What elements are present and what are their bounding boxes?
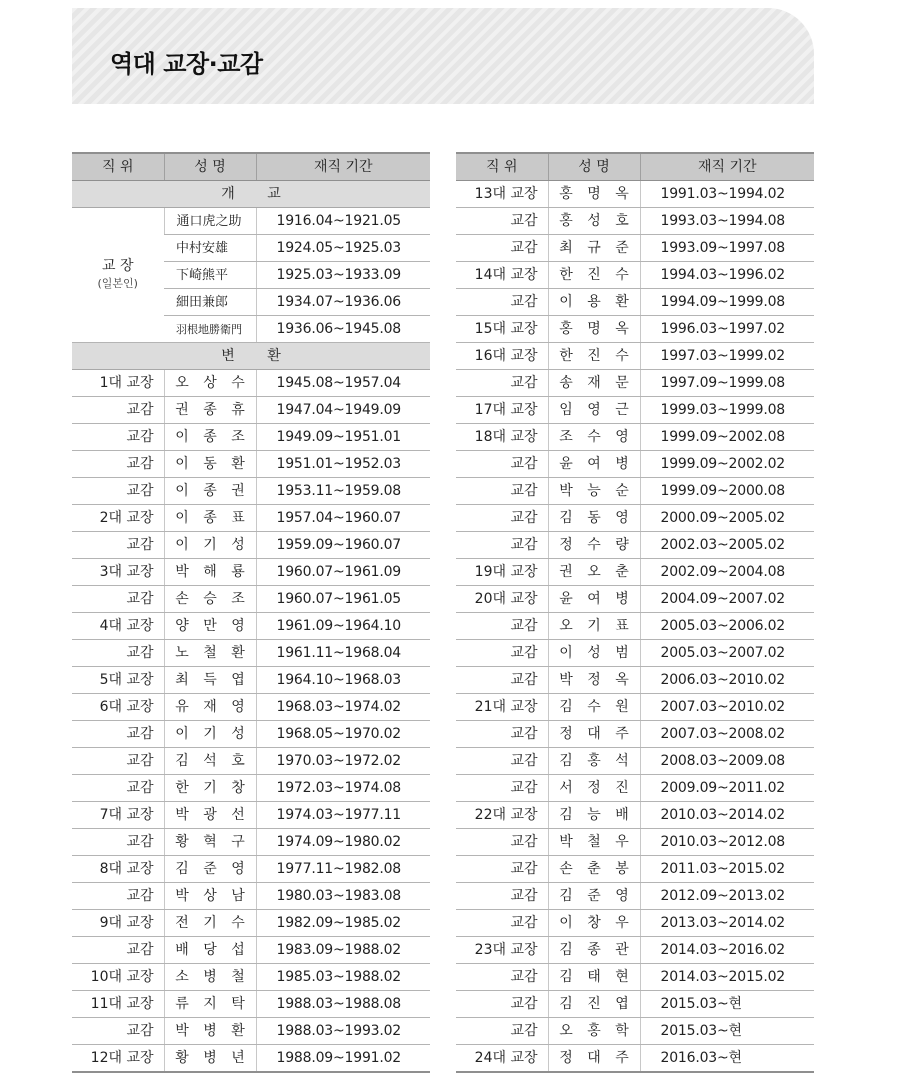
title-banner [72,8,814,104]
term-cell: 1968.05~1970.02 [256,721,430,748]
position-cell: 교감 [456,829,548,856]
position-cell: 교감 [72,775,164,802]
position-cell: 5대 교장 [72,667,164,694]
position-cell: 12대 교장 [72,1045,164,1073]
header-name: 성 명 [164,153,256,181]
table-row [456,289,814,316]
table-row [72,451,430,478]
name-cell: 이 종 조 [164,424,256,451]
table-row [72,424,430,451]
table-header-row [72,153,430,181]
term-cell: 2005.03~2006.02 [640,613,814,640]
name-cell: 홍 성 호 [548,208,640,235]
term-cell: 2002.09~2004.08 [640,559,814,586]
table-row [456,775,814,802]
term-cell: 1959.09~1960.07 [256,532,430,559]
position-cell: 23대 교장 [456,937,548,964]
header-term: 재직 기간 [256,153,430,181]
table-row [72,613,430,640]
table-row [72,964,430,991]
name-cell: 정 대 주 [548,721,640,748]
position-cell: 교감 [456,991,548,1018]
table-row [456,883,814,910]
term-cell: 1974.09~1980.02 [256,829,430,856]
term-cell: 2007.03~2008.02 [640,721,814,748]
header-term: 재직 기간 [640,153,814,181]
table-row [456,586,814,613]
term-cell: 1977.11~1982.08 [256,856,430,883]
name-cell: 오 홍 학 [548,1018,640,1045]
table-row [72,667,430,694]
position-cell: 교감 [72,937,164,964]
name-cell: 김 동 영 [548,505,640,532]
term-cell: 1988.09~1991.02 [256,1045,430,1073]
position-cell: 18대 교장 [456,424,548,451]
name-cell: 전 기 수 [164,910,256,937]
table-row [456,397,814,424]
position-cell: 3대 교장 [72,559,164,586]
position-cell: 20대 교장 [456,586,548,613]
position-cell: 19대 교장 [456,559,548,586]
name-cell: 홍 명 옥 [548,181,640,208]
term-cell: 2008.03~2009.08 [640,748,814,775]
term-cell: 1974.03~1977.11 [256,802,430,829]
term-cell: 1953.11~1959.08 [256,478,430,505]
name-cell: 윤 여 병 [548,586,640,613]
name-cell: 최 득 엽 [164,667,256,694]
term-cell: 1997.09~1999.08 [640,370,814,397]
name-cell: 박 광 선 [164,802,256,829]
table-row [72,478,430,505]
term-cell: 1957.04~1960.07 [256,505,430,532]
name-cell: 김 수 원 [548,694,640,721]
position-cell: 7대 교장 [72,802,164,829]
term-cell: 1980.03~1983.08 [256,883,430,910]
name-cell: 이 창 우 [548,910,640,937]
position-cell: 16대 교장 [456,343,548,370]
table-row [456,208,814,235]
position-cell: 4대 교장 [72,613,164,640]
name-cell: 이 성 범 [548,640,640,667]
section-label: 개 교 [72,181,430,208]
term-cell: 1999.09~2002.08 [640,424,814,451]
name-cell: 김 능 배 [548,802,640,829]
name-cell: 羽根地勝衛門 [164,316,256,343]
name-cell: 최 규 준 [548,235,640,262]
table-row [72,775,430,802]
table-row [456,262,814,289]
position-cell: 6대 교장 [72,694,164,721]
term-cell: 1960.07~1961.09 [256,559,430,586]
header-position: 직 위 [72,153,164,181]
name-cell: 서 정 진 [548,775,640,802]
name-cell: 소 병 철 [164,964,256,991]
position-cell [72,208,164,343]
position-cell: 14대 교장 [456,262,548,289]
term-cell: 2015.03~현 [640,1018,814,1045]
name-cell: 이 용 환 [548,289,640,316]
position-cell: 11대 교장 [72,991,164,1018]
table-row [456,721,814,748]
table-row [72,937,430,964]
name-cell: 오 기 표 [548,613,640,640]
term-cell: 1994.09~1999.08 [640,289,814,316]
name-cell: 이 기 성 [164,721,256,748]
position-cell: 교감 [456,1018,548,1045]
term-cell: 2002.03~2005.02 [640,532,814,559]
table-row [456,370,814,397]
position-cell: 교감 [72,397,164,424]
table-row [456,748,814,775]
header-position: 직 위 [456,153,548,181]
term-cell: 1951.01~1952.03 [256,451,430,478]
term-cell: 1999.09~2000.08 [640,478,814,505]
term-cell: 2015.03~현 [640,991,814,1018]
term-cell: 2014.03~2015.02 [640,964,814,991]
position-cell: 교감 [456,964,548,991]
table-row [456,451,814,478]
principals-table-right [456,152,814,1073]
name-cell: 박 능 순 [548,478,640,505]
name-cell: 노 철 환 [164,640,256,667]
term-cell: 1999.09~2002.02 [640,451,814,478]
term-cell: 1999.03~1999.08 [640,397,814,424]
name-cell: 이 종 표 [164,505,256,532]
position-cell: 1대 교장 [72,370,164,397]
term-cell: 2011.03~2015.02 [640,856,814,883]
term-cell: 1993.09~1997.08 [640,235,814,262]
term-cell: 1916.04~1921.05 [256,208,430,235]
position-cell: 교감 [456,883,548,910]
name-cell: 이 동 환 [164,451,256,478]
term-cell: 1982.09~1985.02 [256,910,430,937]
name-cell: 유 재 영 [164,694,256,721]
position-cell: 교감 [72,748,164,775]
name-cell: 박 철 우 [548,829,640,856]
term-cell: 1936.06~1945.08 [256,316,430,343]
name-cell: 細田兼郎 [164,289,256,316]
table-row [72,208,430,235]
name-cell: 송 재 문 [548,370,640,397]
position-cell: 10대 교장 [72,964,164,991]
term-cell: 1994.03~1996.02 [640,262,814,289]
position-cell: 교감 [456,370,548,397]
name-cell: 정 대 주 [548,1045,640,1073]
name-cell: 김 종 관 [548,937,640,964]
term-cell: 1988.03~1993.02 [256,1018,430,1045]
position-cell: 교감 [456,856,548,883]
term-cell: 1988.03~1988.08 [256,991,430,1018]
term-cell: 1960.07~1961.05 [256,586,430,613]
term-cell: 1996.03~1997.02 [640,316,814,343]
position-cell: 교감 [456,640,548,667]
position-cell: 교감 [456,721,548,748]
section-row [72,343,430,370]
position-cell: 17대 교장 [456,397,548,424]
table-row [72,883,430,910]
position-cell: 교감 [72,586,164,613]
name-cell: 한 진 수 [548,262,640,289]
table-row [72,856,430,883]
term-cell: 1925.03~1933.09 [256,262,430,289]
section-row [72,181,430,208]
position-cell: 교감 [72,1018,164,1045]
term-cell: 2013.03~2014.02 [640,910,814,937]
table-row [456,424,814,451]
name-cell: 한 진 수 [548,343,640,370]
position-cell: 9대 교장 [72,910,164,937]
term-cell: 1945.08~1957.04 [256,370,430,397]
name-cell: 정 수 량 [548,532,640,559]
name-cell: 김 석 호 [164,748,256,775]
position-cell: 교감 [456,613,548,640]
name-cell: 오 상 수 [164,370,256,397]
table-row [72,910,430,937]
term-cell: 2007.03~2010.02 [640,694,814,721]
name-cell: 권 오 춘 [548,559,640,586]
position-cell: 교감 [456,505,548,532]
term-cell: 1949.09~1951.01 [256,424,430,451]
name-cell: 中村安雄 [164,235,256,262]
table-row [72,532,430,559]
position-cell: 15대 교장 [456,316,548,343]
position-cell: 8대 교장 [72,856,164,883]
position-cell: 교감 [456,289,548,316]
term-cell: 1924.05~1925.03 [256,235,430,262]
term-cell: 2010.03~2014.02 [640,802,814,829]
position-cell: 교감 [72,883,164,910]
name-cell: 임 영 근 [548,397,640,424]
table-row [72,721,430,748]
name-cell: 이 종 권 [164,478,256,505]
name-cell: 김 진 엽 [548,991,640,1018]
term-cell: 1934.07~1936.06 [256,289,430,316]
name-cell: 김 준 영 [548,883,640,910]
position-cell: 교감 [72,478,164,505]
name-cell: 이 기 성 [164,532,256,559]
principals-table-left [72,152,430,1073]
name-cell: 박 정 옥 [548,667,640,694]
table-row [456,532,814,559]
table-row [456,1018,814,1045]
position-cell: 교감 [72,451,164,478]
table-row [72,370,430,397]
position-cell: 22대 교장 [456,802,548,829]
term-cell: 1968.03~1974.02 [256,694,430,721]
position-cell: 교감 [456,208,548,235]
name-cell: 홍 명 옥 [548,316,640,343]
name-cell: 김 태 현 [548,964,640,991]
name-cell: 박 상 남 [164,883,256,910]
table-row [456,829,814,856]
table-row [72,694,430,721]
table-row [456,991,814,1018]
table-row [456,559,814,586]
term-cell: 1993.03~1994.08 [640,208,814,235]
table-row [456,316,814,343]
term-cell: 2000.09~2005.02 [640,505,814,532]
position-label: 교 장 [102,258,134,274]
table-row [456,964,814,991]
term-cell: 2005.03~2007.02 [640,640,814,667]
table-row [456,478,814,505]
term-cell: 1961.11~1968.04 [256,640,430,667]
term-cell: 1961.09~1964.10 [256,613,430,640]
term-cell: 1991.03~1994.02 [640,181,814,208]
position-cell: 교감 [72,721,164,748]
table-row [72,397,430,424]
position-cell: 교감 [72,829,164,856]
term-cell: 1985.03~1988.02 [256,964,430,991]
table-row [72,991,430,1018]
term-cell: 2009.09~2011.02 [640,775,814,802]
page-title: 역대 교장·교감 [110,50,263,78]
name-cell: 양 만 영 [164,613,256,640]
position-cell: 2대 교장 [72,505,164,532]
name-cell: 下崎熊平 [164,262,256,289]
name-cell: 배 당 섭 [164,937,256,964]
table-row [456,235,814,262]
position-cell: 교감 [456,748,548,775]
position-note: (일본인) [97,277,138,290]
name-cell: 황 병 년 [164,1045,256,1073]
position-cell: 교감 [456,235,548,262]
name-cell: 박 해 룡 [164,559,256,586]
section-label: 변 환 [72,343,430,370]
term-cell: 1964.10~1968.03 [256,667,430,694]
position-cell: 21대 교장 [456,694,548,721]
name-cell: 손 춘 봉 [548,856,640,883]
position-cell: 교감 [456,532,548,559]
position-cell: 교감 [456,667,548,694]
position-cell: 교감 [456,775,548,802]
name-cell: 김 홍 석 [548,748,640,775]
name-cell: 조 수 영 [548,424,640,451]
table-row [456,694,814,721]
position-cell: 교감 [456,910,548,937]
table-row [456,937,814,964]
table-row [72,559,430,586]
table-row [456,640,814,667]
term-cell: 1997.03~1999.02 [640,343,814,370]
term-cell: 1947.04~1949.09 [256,397,430,424]
name-cell: 通口虎之助 [164,208,256,235]
name-cell: 류 지 탁 [164,991,256,1018]
name-cell: 박 병 환 [164,1018,256,1045]
position-cell: 13대 교장 [456,181,548,208]
table-row [456,856,814,883]
name-cell: 김 준 영 [164,856,256,883]
position-cell: 교감 [72,424,164,451]
name-cell: 권 종 휴 [164,397,256,424]
name-cell: 한 기 창 [164,775,256,802]
table-row [456,343,814,370]
term-cell: 2016.03~현 [640,1045,814,1073]
position-cell: 교감 [456,451,548,478]
table-row [72,829,430,856]
table-row [72,1018,430,1045]
position-cell: 교감 [72,532,164,559]
term-cell: 2010.03~2012.08 [640,829,814,856]
table-row [72,802,430,829]
table-row [456,910,814,937]
term-cell: 2004.09~2007.02 [640,586,814,613]
position-cell: 24대 교장 [456,1045,548,1073]
table-row [72,586,430,613]
term-cell: 2012.09~2013.02 [640,883,814,910]
position-cell: 교감 [456,478,548,505]
position-cell: 교감 [72,640,164,667]
name-cell: 윤 여 병 [548,451,640,478]
table-header-row [456,153,814,181]
term-cell: 1972.03~1974.08 [256,775,430,802]
table-row [456,181,814,208]
name-cell: 손 승 조 [164,586,256,613]
table-row [72,748,430,775]
table-row [456,505,814,532]
table-row [72,505,430,532]
term-cell: 1970.03~1972.02 [256,748,430,775]
header-name: 성 명 [548,153,640,181]
table-row [72,640,430,667]
term-cell: 2006.03~2010.02 [640,667,814,694]
term-cell: 2014.03~2016.02 [640,937,814,964]
table-row [456,667,814,694]
table-row [456,613,814,640]
table-row [456,802,814,829]
name-cell: 황 혁 구 [164,829,256,856]
term-cell: 1983.09~1988.02 [256,937,430,964]
